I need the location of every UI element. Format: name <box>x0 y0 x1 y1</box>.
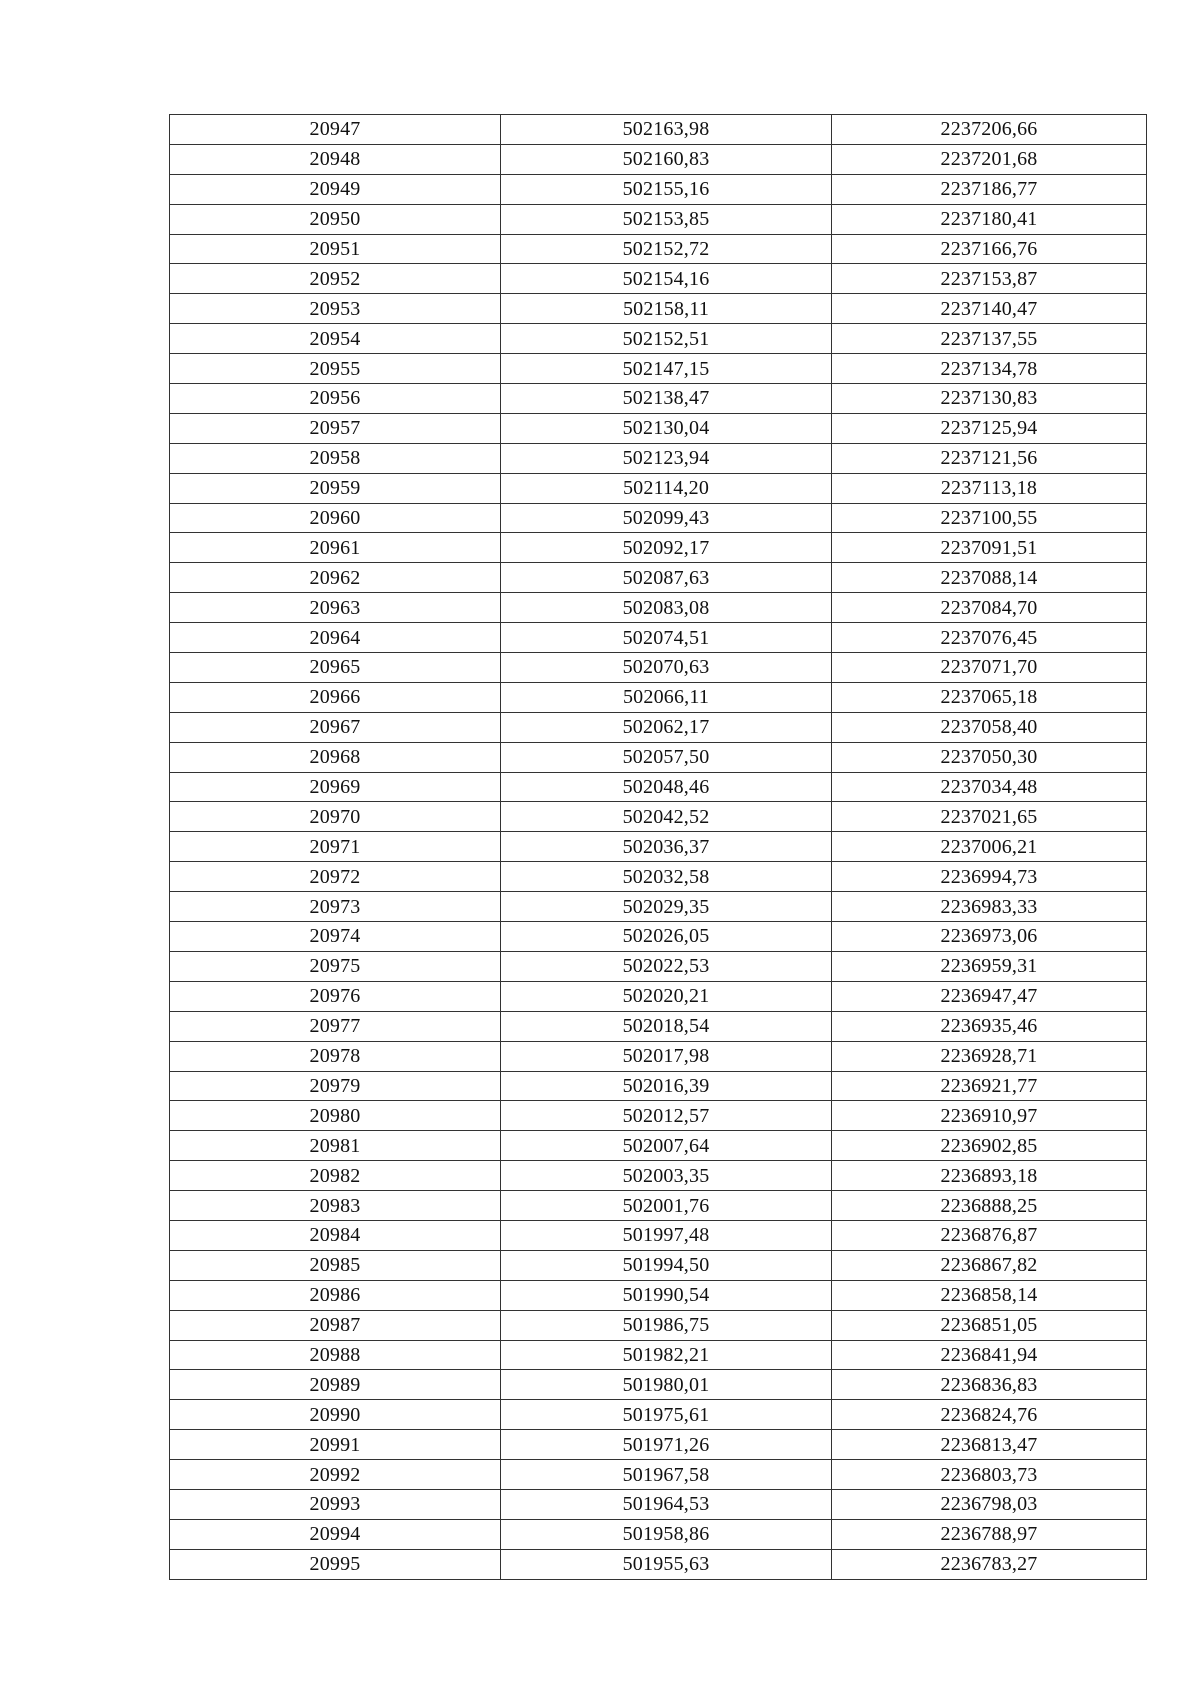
y-coordinate-cell: 2237065,18 <box>832 682 1147 712</box>
table-row <box>170 144 1147 174</box>
table-row <box>170 1430 1147 1460</box>
x-coordinate-cell: 502036,37 <box>501 832 832 862</box>
point-number-cell: 20981 <box>170 1131 501 1161</box>
point-number-cell: 20962 <box>170 563 501 593</box>
table-row <box>170 354 1147 384</box>
x-coordinate-cell: 502018,54 <box>501 1011 832 1041</box>
table-row <box>170 1460 1147 1490</box>
x-coordinate-cell: 502138,47 <box>501 384 832 414</box>
x-coordinate-cell: 502083,08 <box>501 593 832 623</box>
point-number-cell: 20950 <box>170 204 501 234</box>
point-number-cell: 20965 <box>170 653 501 683</box>
point-number-cell: 20956 <box>170 384 501 414</box>
point-number-cell: 20973 <box>170 892 501 922</box>
y-coordinate-cell: 2237201,68 <box>832 144 1147 174</box>
table-row <box>170 1161 1147 1191</box>
x-coordinate-cell: 502066,11 <box>501 682 832 712</box>
table-row <box>170 1250 1147 1280</box>
table-row <box>170 1280 1147 1310</box>
point-number-cell: 20994 <box>170 1519 501 1549</box>
x-coordinate-cell: 501986,75 <box>501 1310 832 1340</box>
y-coordinate-cell: 2237100,55 <box>832 503 1147 533</box>
x-coordinate-cell: 502074,51 <box>501 623 832 653</box>
table-row <box>170 234 1147 264</box>
x-coordinate-cell: 501980,01 <box>501 1370 832 1400</box>
table-row <box>170 533 1147 563</box>
table-row <box>170 1101 1147 1131</box>
x-coordinate-cell: 501990,54 <box>501 1280 832 1310</box>
y-coordinate-cell: 2236824,76 <box>832 1400 1147 1430</box>
table-row <box>170 1519 1147 1549</box>
y-coordinate-cell: 2237034,48 <box>832 772 1147 802</box>
table-row <box>170 324 1147 354</box>
y-coordinate-cell: 2237050,30 <box>832 742 1147 772</box>
point-number-cell: 20952 <box>170 264 501 294</box>
table-row <box>170 772 1147 802</box>
table-row <box>170 174 1147 204</box>
x-coordinate-cell: 502087,63 <box>501 563 832 593</box>
table-row <box>170 802 1147 832</box>
table-row <box>170 1011 1147 1041</box>
x-coordinate-cell: 502152,72 <box>501 234 832 264</box>
x-coordinate-cell: 501958,86 <box>501 1519 832 1549</box>
y-coordinate-cell: 2237137,55 <box>832 324 1147 354</box>
point-number-cell: 20958 <box>170 443 501 473</box>
x-coordinate-cell: 502017,98 <box>501 1041 832 1071</box>
x-coordinate-cell: 502092,17 <box>501 533 832 563</box>
point-number-cell: 20983 <box>170 1191 501 1221</box>
table-row <box>170 1220 1147 1250</box>
table-row <box>170 1340 1147 1370</box>
x-coordinate-cell: 501994,50 <box>501 1250 832 1280</box>
table-row <box>170 1131 1147 1161</box>
y-coordinate-cell: 2237153,87 <box>832 264 1147 294</box>
y-coordinate-cell: 2237140,47 <box>832 294 1147 324</box>
y-coordinate-cell: 2237125,94 <box>832 413 1147 443</box>
point-number-cell: 20970 <box>170 802 501 832</box>
x-coordinate-cell: 501955,63 <box>501 1549 832 1579</box>
y-coordinate-cell: 2237006,21 <box>832 832 1147 862</box>
x-coordinate-cell: 502152,51 <box>501 324 832 354</box>
y-coordinate-cell: 2237088,14 <box>832 563 1147 593</box>
x-coordinate-cell: 502154,16 <box>501 264 832 294</box>
point-number-cell: 20987 <box>170 1310 501 1340</box>
x-coordinate-cell: 501971,26 <box>501 1430 832 1460</box>
x-coordinate-cell: 502160,83 <box>501 144 832 174</box>
y-coordinate-cell: 2236798,03 <box>832 1489 1147 1519</box>
point-number-cell: 20984 <box>170 1220 501 1250</box>
x-coordinate-cell: 501997,48 <box>501 1220 832 1250</box>
y-coordinate-cell: 2236983,33 <box>832 892 1147 922</box>
table-row <box>170 1071 1147 1101</box>
point-number-cell: 20963 <box>170 593 501 623</box>
x-coordinate-cell: 502026,05 <box>501 922 832 952</box>
table-row <box>170 1041 1147 1071</box>
x-coordinate-cell: 502003,35 <box>501 1161 832 1191</box>
y-coordinate-cell: 2236893,18 <box>832 1161 1147 1191</box>
x-coordinate-cell: 502155,16 <box>501 174 832 204</box>
point-number-cell: 20972 <box>170 862 501 892</box>
table-row <box>170 264 1147 294</box>
x-coordinate-cell: 502016,39 <box>501 1071 832 1101</box>
y-coordinate-cell: 2237186,77 <box>832 174 1147 204</box>
x-coordinate-cell: 502114,20 <box>501 473 832 503</box>
point-number-cell: 20976 <box>170 981 501 1011</box>
table-row <box>170 1370 1147 1400</box>
point-number-cell: 20974 <box>170 922 501 952</box>
x-coordinate-cell: 502020,21 <box>501 981 832 1011</box>
x-coordinate-cell: 502070,63 <box>501 653 832 683</box>
x-coordinate-cell: 502163,98 <box>501 115 832 145</box>
y-coordinate-cell: 2236935,46 <box>832 1011 1147 1041</box>
table-row <box>170 682 1147 712</box>
point-number-cell: 20988 <box>170 1340 501 1370</box>
table-row <box>170 1400 1147 1430</box>
y-coordinate-cell: 2236994,73 <box>832 862 1147 892</box>
table-row <box>170 981 1147 1011</box>
point-number-cell: 20954 <box>170 324 501 354</box>
point-number-cell: 20978 <box>170 1041 501 1071</box>
y-coordinate-cell: 2236921,77 <box>832 1071 1147 1101</box>
x-coordinate-cell: 502123,94 <box>501 443 832 473</box>
y-coordinate-cell: 2236851,05 <box>832 1310 1147 1340</box>
x-coordinate-cell: 501975,61 <box>501 1400 832 1430</box>
x-coordinate-cell: 502158,11 <box>501 294 832 324</box>
y-coordinate-cell: 2237166,76 <box>832 234 1147 264</box>
table-row <box>170 1310 1147 1340</box>
point-number-cell: 20961 <box>170 533 501 563</box>
table-row <box>170 1549 1147 1579</box>
x-coordinate-cell: 502062,17 <box>501 712 832 742</box>
y-coordinate-cell: 2237071,70 <box>832 653 1147 683</box>
table-row <box>170 742 1147 772</box>
point-number-cell: 20986 <box>170 1280 501 1310</box>
table-row <box>170 115 1147 145</box>
y-coordinate-cell: 2236876,87 <box>832 1220 1147 1250</box>
table-row <box>170 1489 1147 1519</box>
y-coordinate-cell: 2237091,51 <box>832 533 1147 563</box>
point-number-cell: 20957 <box>170 413 501 443</box>
y-coordinate-cell: 2236867,82 <box>832 1250 1147 1280</box>
y-coordinate-cell: 2236858,14 <box>832 1280 1147 1310</box>
x-coordinate-cell: 502057,50 <box>501 742 832 772</box>
table-row <box>170 862 1147 892</box>
y-coordinate-cell: 2237121,56 <box>832 443 1147 473</box>
x-coordinate-cell: 502048,46 <box>501 772 832 802</box>
x-coordinate-cell: 501982,21 <box>501 1340 832 1370</box>
coordinates-table-body <box>170 115 1147 1580</box>
table-row <box>170 593 1147 623</box>
y-coordinate-cell: 2237113,18 <box>832 473 1147 503</box>
y-coordinate-cell: 2236836,83 <box>832 1370 1147 1400</box>
table-row <box>170 563 1147 593</box>
x-coordinate-cell: 502001,76 <box>501 1191 832 1221</box>
y-coordinate-cell: 2236888,25 <box>832 1191 1147 1221</box>
point-number-cell: 20995 <box>170 1549 501 1579</box>
y-coordinate-cell: 2237180,41 <box>832 204 1147 234</box>
y-coordinate-cell: 2237206,66 <box>832 115 1147 145</box>
table-row <box>170 294 1147 324</box>
y-coordinate-cell: 2236910,97 <box>832 1101 1147 1131</box>
table-row <box>170 951 1147 981</box>
point-number-cell: 20982 <box>170 1161 501 1191</box>
x-coordinate-cell: 502042,52 <box>501 802 832 832</box>
table-row <box>170 204 1147 234</box>
point-number-cell: 20947 <box>170 115 501 145</box>
y-coordinate-cell: 2237058,40 <box>832 712 1147 742</box>
y-coordinate-cell: 2236783,27 <box>832 1549 1147 1579</box>
point-number-cell: 20990 <box>170 1400 501 1430</box>
y-coordinate-cell: 2236803,73 <box>832 1460 1147 1490</box>
point-number-cell: 20979 <box>170 1071 501 1101</box>
y-coordinate-cell: 2237130,83 <box>832 384 1147 414</box>
y-coordinate-cell: 2237076,45 <box>832 623 1147 653</box>
y-coordinate-cell: 2236959,31 <box>832 951 1147 981</box>
x-coordinate-cell: 502012,57 <box>501 1101 832 1131</box>
table-row <box>170 413 1147 443</box>
point-number-cell: 20960 <box>170 503 501 533</box>
point-number-cell: 20968 <box>170 742 501 772</box>
point-number-cell: 20964 <box>170 623 501 653</box>
point-number-cell: 20992 <box>170 1460 501 1490</box>
point-number-cell: 20953 <box>170 294 501 324</box>
table-row <box>170 623 1147 653</box>
table-row <box>170 653 1147 683</box>
x-coordinate-cell: 502032,58 <box>501 862 832 892</box>
point-number-cell: 20949 <box>170 174 501 204</box>
table-row <box>170 473 1147 503</box>
x-coordinate-cell: 502147,15 <box>501 354 832 384</box>
point-number-cell: 20975 <box>170 951 501 981</box>
point-number-cell: 20985 <box>170 1250 501 1280</box>
point-number-cell: 20966 <box>170 682 501 712</box>
point-number-cell: 20951 <box>170 234 501 264</box>
point-number-cell: 20967 <box>170 712 501 742</box>
table-row <box>170 503 1147 533</box>
table-row <box>170 1191 1147 1221</box>
table-row <box>170 832 1147 862</box>
point-number-cell: 20991 <box>170 1430 501 1460</box>
y-coordinate-cell: 2237134,78 <box>832 354 1147 384</box>
x-coordinate-cell: 502130,04 <box>501 413 832 443</box>
y-coordinate-cell: 2236813,47 <box>832 1430 1147 1460</box>
point-number-cell: 20955 <box>170 354 501 384</box>
table-row <box>170 892 1147 922</box>
table-row <box>170 712 1147 742</box>
x-coordinate-cell: 501964,53 <box>501 1489 832 1519</box>
y-coordinate-cell: 2236902,85 <box>832 1131 1147 1161</box>
point-number-cell: 20993 <box>170 1489 501 1519</box>
x-coordinate-cell: 502153,85 <box>501 204 832 234</box>
y-coordinate-cell: 2237084,70 <box>832 593 1147 623</box>
y-coordinate-cell: 2236928,71 <box>832 1041 1147 1071</box>
y-coordinate-cell: 2236788,97 <box>832 1519 1147 1549</box>
x-coordinate-cell: 501967,58 <box>501 1460 832 1490</box>
table-row <box>170 384 1147 414</box>
point-number-cell: 20948 <box>170 144 501 174</box>
x-coordinate-cell: 502007,64 <box>501 1131 832 1161</box>
x-coordinate-cell: 502099,43 <box>501 503 832 533</box>
x-coordinate-cell: 502029,35 <box>501 892 832 922</box>
y-coordinate-cell: 2236841,94 <box>832 1340 1147 1370</box>
point-number-cell: 20969 <box>170 772 501 802</box>
table-row <box>170 922 1147 952</box>
y-coordinate-cell: 2236947,47 <box>832 981 1147 1011</box>
point-number-cell: 20971 <box>170 832 501 862</box>
point-number-cell: 20959 <box>170 473 501 503</box>
x-coordinate-cell: 502022,53 <box>501 951 832 981</box>
table-row <box>170 443 1147 473</box>
point-number-cell: 20977 <box>170 1011 501 1041</box>
coordinates-table <box>169 114 1147 1580</box>
y-coordinate-cell: 2236973,06 <box>832 922 1147 952</box>
y-coordinate-cell: 2237021,65 <box>832 802 1147 832</box>
point-number-cell: 20980 <box>170 1101 501 1131</box>
point-number-cell: 20989 <box>170 1370 501 1400</box>
